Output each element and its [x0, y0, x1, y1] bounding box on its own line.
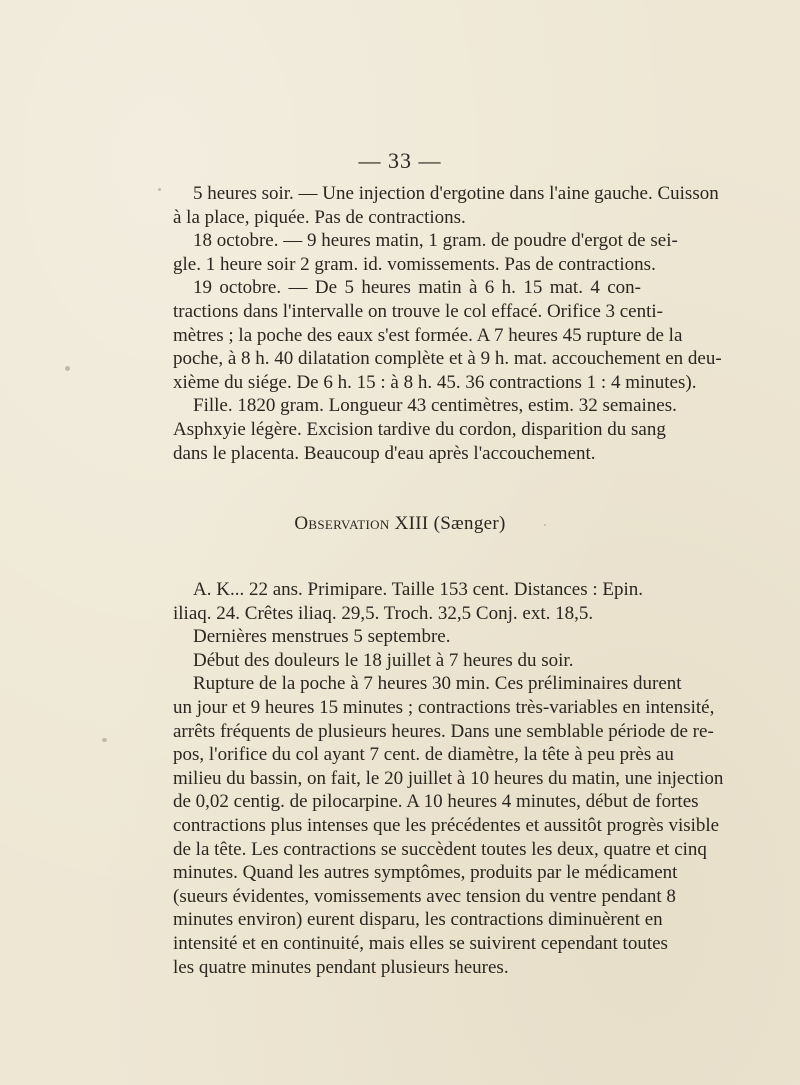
text-line: (sueurs évidentes, vomissements avec tension du ventre pendant 8	[173, 885, 676, 907]
text-line: un jour et 9 heures 15 minutes ; contractions très-variables en intensité,	[173, 696, 715, 718]
paper-speck	[65, 366, 70, 371]
text-line: Rupture de la poche à 7 heures 30 min. Ces préliminaires durent	[193, 673, 682, 695]
paper-speck	[102, 738, 107, 742]
text-line: Asphxyie légère. Excision tardive du cordon, disparition du sang	[173, 418, 666, 440]
text-line: 18 octobre. — 9 heures matin, 1 gram. de poudre d'ergot de sei-	[193, 230, 678, 252]
text-line: arrêts fréquents de plusieurs heures. Dans une semblable période de re-	[173, 720, 714, 742]
text-line: xième du siége. De 6 h. 15 : à 8 h. 45. 36 contractions 1 : 4 minutes).	[173, 371, 697, 393]
paper-speck	[250, 190, 252, 193]
text-line: iliaq. 24. Crêtes iliaq. 29,5. Troch. 32,5 Conj. ext. 18,5.	[173, 602, 594, 624]
text-line: dans le placenta. Beaucoup d'eau après l'accouchement.	[173, 442, 596, 464]
text-line: 5 heures soir. — Une injection d'ergotine dans l'aine gauche. Cuisson	[193, 183, 719, 204]
text-line: gle. 1 heure soir 2 gram. id. vomissements. Pas de contractions.	[173, 253, 656, 275]
text-line: Début des douleurs le 18 juillet à 7 heures du soir.	[193, 649, 574, 671]
text-block-bottom	[173, 578, 724, 979]
heading-prefix: Observation	[294, 513, 390, 534]
text-line: minutes. Quand les autres symptômes, produits par le médicament	[173, 862, 678, 884]
text-line: minutes environ) eurent disparu, les contractions diminuèrent en	[173, 909, 663, 931]
text-line: poche, à 8 h. 40 dilatation complète et à 9 h. mat. accouchement en deu-	[173, 348, 722, 370]
text-line: pos, l'orifice du col ayant 7 cent. de diamètre, la tête à peu près au	[173, 744, 674, 766]
text-line: de 0,02 centig. de pilocarpine. A 10 heures 4 minutes, début de fortes	[173, 791, 699, 813]
observation-heading	[0, 513, 800, 535]
text-line: les quatre minutes pendant plusieurs heures.	[173, 956, 509, 978]
text-line: milieu du bassin, on fait, le 20 juillet à 10 heures du matin, une injection	[173, 767, 724, 789]
text-line: contractions plus intenses que les précédentes et aussitôt progrès visible	[173, 814, 720, 836]
paper-speck	[544, 524, 546, 526]
text-line: intensité et en continuité, mais elles se suivirent cependant toutes	[173, 932, 668, 954]
paper-speck	[158, 188, 161, 191]
page-number: — 33 —	[358, 148, 442, 173]
text-line: mètres ; la poche des eaux s'est formée. A 7 heures 45 rupture de la	[173, 324, 683, 346]
text-line: à la place, piquée. Pas de contractions.	[173, 206, 466, 228]
text-block-top	[173, 182, 722, 465]
text-line: A. K... 22 ans. Primipare. Taille 153 cent. Distances : Epin.	[193, 579, 644, 600]
text-line: de la tête. Les contractions se succèdent toutes les deux, quatre et cinq	[173, 838, 707, 860]
text-line: tractions dans l'intervalle on trouve le col effacé. Orifice 3 centi-	[173, 300, 664, 322]
text-line: Dernières menstrues 5 septembre.	[193, 626, 451, 648]
heading-rest: XIII (Sænger)	[389, 513, 506, 534]
text-line: Fille. 1820 gram. Longueur 43 centimètres, estim. 32 semaines.	[193, 395, 677, 417]
text-line: 19 octobre. — De 5 heures matin à 6 h. 15 mat. 4 con-	[193, 277, 641, 299]
